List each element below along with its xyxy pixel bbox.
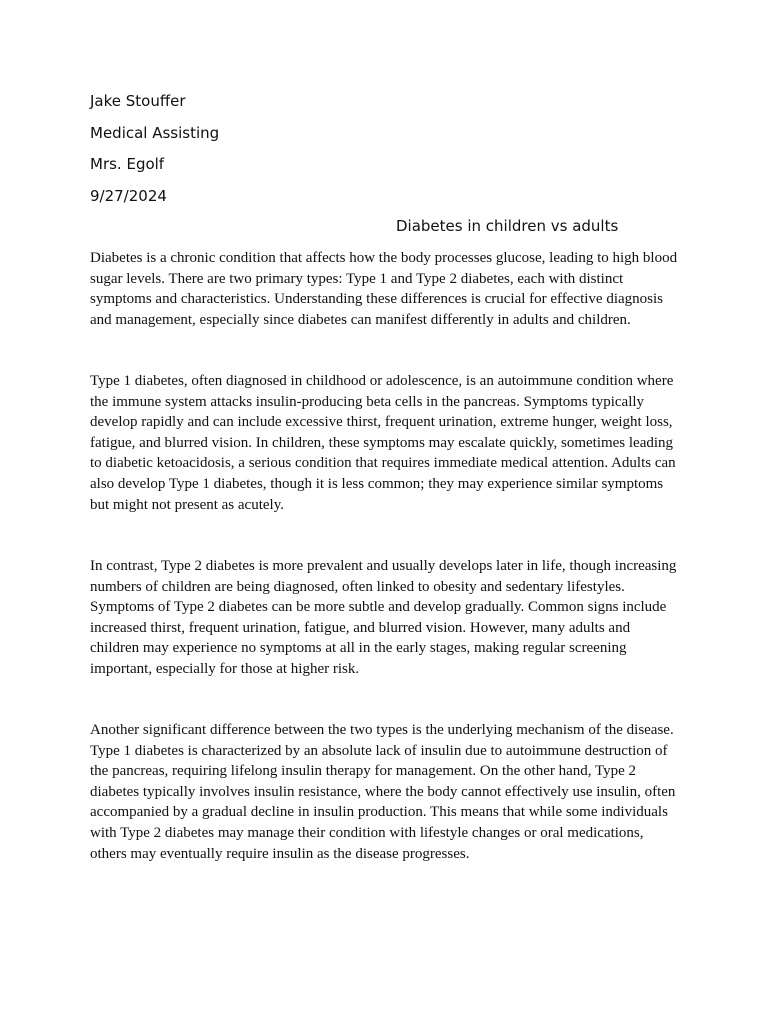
course-name: Medical Assisting: [90, 124, 220, 142]
author-name: Jake Stouffer: [90, 92, 186, 110]
instructor-name: Mrs. Egolf: [90, 155, 165, 173]
paragraph-intro: Diabetes is a chronic condition that affects how the body processes glucose, leading to high blood sugar levels. There are two primary types: Type 1 and Type 2 diabetes, each with distinct symptoms and characteristics. Understanding these differences is crucial for effective diagnosis and management, especially since diabetes can manifest differently in adults and children.: [90, 250, 678, 328]
document-date: 9/27/2024: [90, 187, 167, 205]
paragraph-mechanism: Another significant difference between the two types is the underlying mechanism of the disease. Type 1 diabetes is characterized by an absolute lack of insulin due to autoimmune destruction of the pancreas, requiring lifelong insulin therapy for management. On the other hand, Type 2 diabetes typically involves insulin resistance, where the body cannot effectively use insulin, often accompanied by a gradual decline in insulin production. This means that while some individuals with Type 2 diabetes may manage their condition with lifestyle changes or oral medications, others may eventually require insulin as the disease progresses.: [90, 722, 676, 862]
paragraph-type2: In contrast, Type 2 diabetes is more prevalent and usually develops later in life, though increasing numbers of children are being diagnosed, often linked to obesity and sedentary lifestyles. Symptoms of Type 2 diabetes can be more subtle and develop gradually. Common signs include increased thirst, frequent urination, fatigue, and blurred vision. However, many adults and children may experience no symptoms at all in the early stages, making regular screening important, especially for those at higher risk.: [90, 558, 677, 677]
document-title: Diabetes in children vs adults: [396, 217, 619, 235]
paragraph-type1: Type 1 diabetes, often diagnosed in childhood or adolescence, is an autoimmune condition where the immune system attacks insulin-producing beta cells in the pancreas. Symptoms typically develop rapidly and can include excessive thirst, frequent urination, extreme hunger, weight loss, fatigue, and blurred vision. In children, these symptoms may escalate quickly, sometimes leading to diabetic ketoacidosis, a serious condition that requires immediate medical attention. Adults can also develop Type 1 diabetes, though it is less common; they may experience similar symptoms but might not present as acutely.: [90, 373, 676, 513]
